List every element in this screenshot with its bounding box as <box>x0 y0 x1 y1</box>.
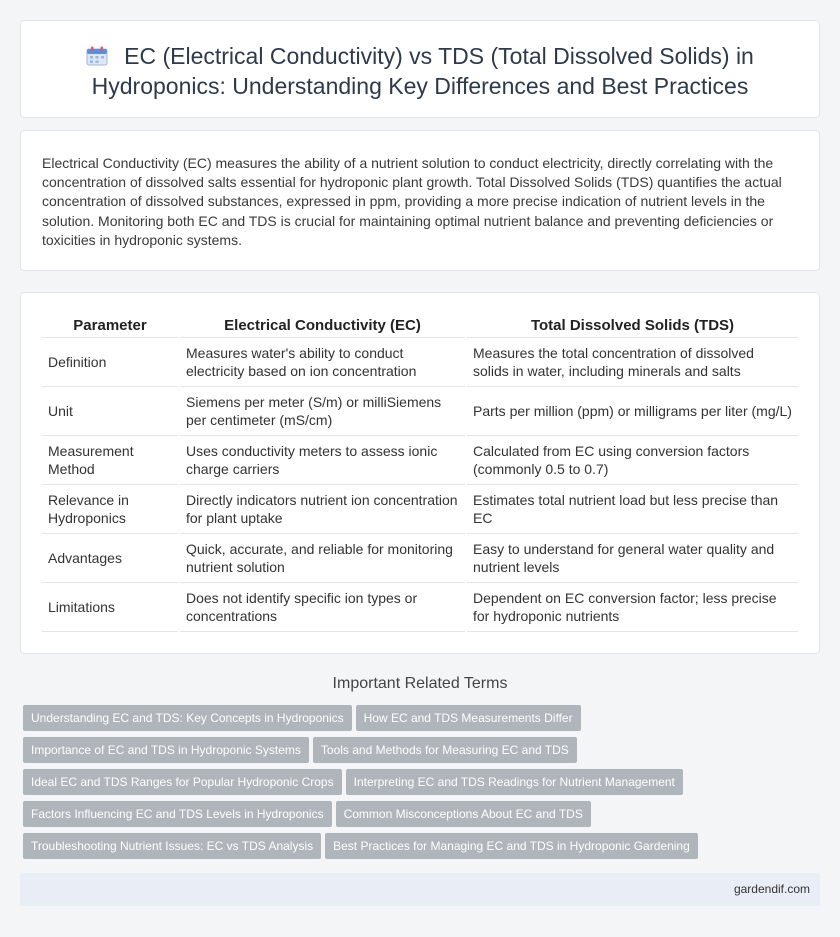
ec-cell: Quick, accurate, and reliable for monitoring nutrient solution <box>179 533 466 582</box>
comparison-table <box>42 315 798 632</box>
related-terms-list <box>23 705 723 865</box>
tds-cell: Measures the total concentration of dissolved solids in water, including minerals and salts <box>466 337 798 386</box>
row-label: Limitations <box>42 582 179 631</box>
page-title <box>61 41 779 101</box>
related-term-link[interactable]: Importance of EC and TDS in Hydroponic Systems <box>23 737 309 763</box>
footer-bar <box>20 873 820 906</box>
tds-cell: Easy to understand for general water quality and nutrient levels <box>466 533 798 582</box>
tds-cell: Estimates total nutrient load but less precise than EC <box>466 484 798 533</box>
related-term-link[interactable]: Understanding EC and TDS: Key Concepts in Hydroponics <box>23 705 352 731</box>
row-label: Relevance in Hydroponics <box>42 484 179 533</box>
related-term-link[interactable]: Troubleshooting Nutrient Issues: EC vs TDS Analysis <box>23 833 321 859</box>
page-title-text: EC (Electrical Conductivity) vs TDS (Total Dissolved Solids) in Hydroponics: Understanding Key Differences and Best Practices <box>91 43 754 99</box>
site-name[interactable]: gardendif.com <box>733 882 810 896</box>
ec-cell: Measures water's ability to conduct electricity based on ion concentration <box>179 337 466 386</box>
intro-paragraph: Electrical Conductivity (EC) measures the ability of a nutrient solution to conduct electricity, directly correlating with the concentration of dissolved salts essential for hydroponic plant growth. Total Dissolved Solids (TDS) quantifies the actual concentration of dissolved substances, expressed in ppm, providing a more precise indication of nutrient levels in the solution. Monitoring both EC and TDS is crucial for maintaining optimal nutrient balance and preventing deficiencies or toxicities in hydroponic systems. <box>42 155 782 248</box>
intro-card <box>20 130 820 271</box>
related-term-link[interactable]: Factors Influencing EC and TDS Levels in Hydroponics <box>23 801 332 827</box>
tds-cell: Calculated from EC using conversion factors (commonly 0.5 to 0.7) <box>466 435 798 484</box>
related-term-link[interactable]: Best Practices for Managing EC and TDS in Hydroponic Gardening <box>325 833 698 859</box>
comparison-table-card <box>20 292 820 654</box>
related-term-link[interactable]: Common Misconceptions About EC and TDS <box>336 801 591 827</box>
ec-cell: Siemens per meter (S/m) or milliSiemens per centimeter (mS/cm) <box>179 386 466 435</box>
table-row <box>42 582 798 631</box>
table-row <box>42 484 798 533</box>
tds-cell: Dependent on EC conversion factor; less precise for hydroponic nutrients <box>466 582 798 631</box>
ec-cell: Uses conductivity meters to assess ionic charge carriers <box>179 435 466 484</box>
column-header-ec: Electrical Conductivity (EC) <box>179 315 466 337</box>
related-term-link[interactable]: How EC and TDS Measurements Differ <box>356 705 581 731</box>
table-row <box>42 533 798 582</box>
column-header-tds: Total Dissolved Solids (TDS) <box>466 315 798 337</box>
table-row <box>42 435 798 484</box>
tds-cell: Parts per million (ppm) or milligrams per liter (mg/L) <box>466 386 798 435</box>
header-card <box>20 20 820 118</box>
table-row <box>42 386 798 435</box>
column-header-parameter: Parameter <box>42 315 179 337</box>
related-term-link[interactable]: Tools and Methods for Measuring EC and TDS <box>313 737 577 763</box>
table-header-row <box>42 315 798 337</box>
row-label: Definition <box>42 337 179 386</box>
related-terms-heading: Important Related Terms <box>332 675 508 692</box>
ec-cell: Directly indicators nutrient ion concentration for plant uptake <box>179 484 466 533</box>
row-label: Unit <box>42 386 179 435</box>
related-term-link[interactable]: Interpreting EC and TDS Readings for Nutrient Management <box>346 769 683 795</box>
calendar-icon <box>86 43 108 63</box>
row-label: Measurement Method <box>42 435 179 484</box>
table-row <box>42 337 798 386</box>
related-term-link[interactable]: Ideal EC and TDS Ranges for Popular Hydroponic Crops <box>23 769 342 795</box>
ec-cell: Does not identify specific ion types or concentrations <box>179 582 466 631</box>
row-label: Advantages <box>42 533 179 582</box>
